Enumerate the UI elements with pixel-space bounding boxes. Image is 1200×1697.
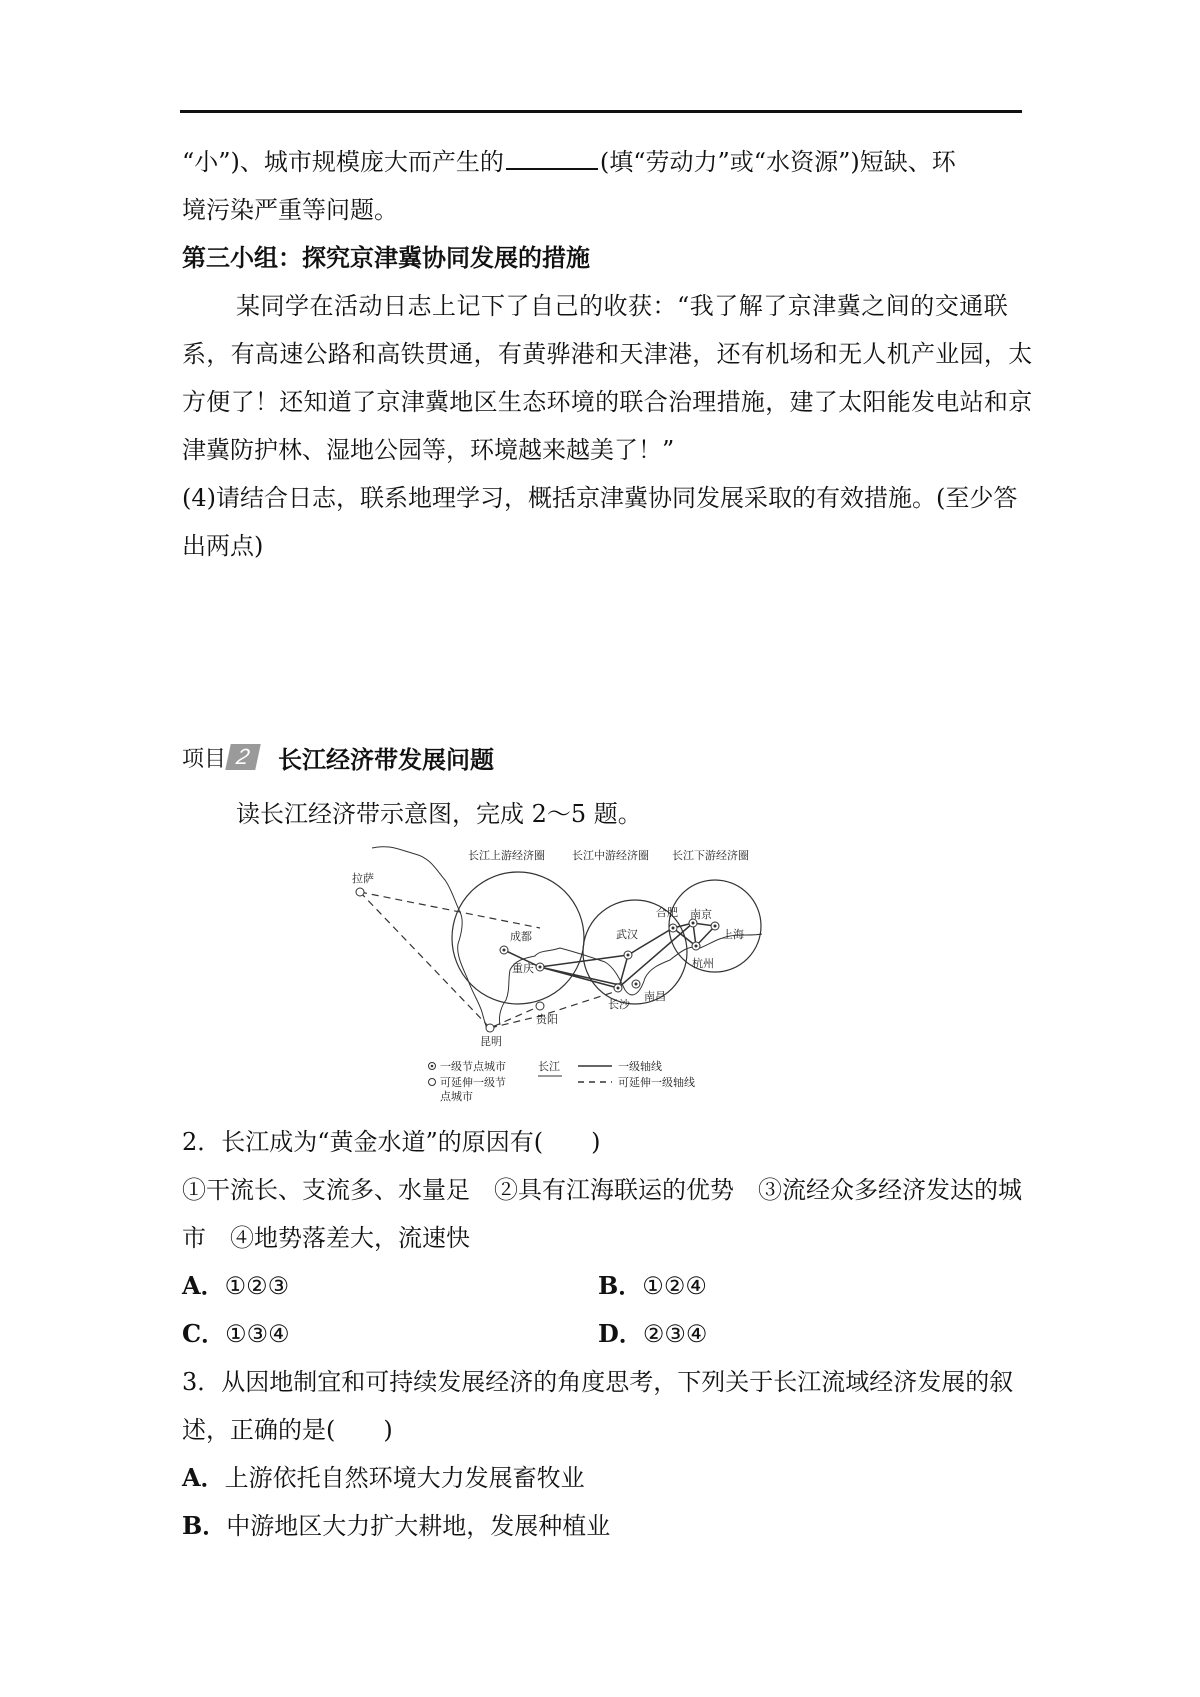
option-letter: D． xyxy=(598,1319,643,1348)
city-marker-lhasa xyxy=(356,888,364,896)
q2-stem: 2．长江成为“黄金水道”的原因有( ) xyxy=(182,1128,601,1156)
yangtze-economic-belt-map xyxy=(352,840,830,1103)
city-marker-kunming xyxy=(486,1024,494,1032)
answer-blank[interactable] xyxy=(506,146,598,170)
q2-items-line-2: 市 ④地势落差大，流速快 xyxy=(182,1224,470,1252)
intro-text: 读长江经济带示意图，完成 2～5 题。 xyxy=(236,800,642,828)
continued-line-2: 境污染严重等问题。 xyxy=(182,196,398,224)
city-hangzhou: 杭州 xyxy=(692,957,714,970)
q3-stem-line-1: 3．从因地制宜和可持续发展经济的角度思考，下列关于长江流域经济发展的叙 xyxy=(182,1368,1014,1396)
city-wuhan: 武汉 xyxy=(616,928,638,941)
log-line-1: 某同学在活动日志上记下了自己的收获：“我了解了京津冀之间的交通联 xyxy=(236,292,1009,320)
circle-title-upstream: 长江上游经济圈 xyxy=(468,849,545,862)
project-title: 长江经济带发展问题 xyxy=(278,744,495,774)
option-letter: B． xyxy=(182,1511,227,1540)
legend-river: 长江 xyxy=(538,1060,560,1073)
legend-node-city: 一级节点城市 xyxy=(440,1060,506,1073)
q3-option-a[interactable] xyxy=(182,1454,585,1502)
option-letter: B． xyxy=(598,1271,643,1300)
log-line-2: 系，有高速公路和高铁贯通，有黄骅港和天津港，还有机场和无人机产业园，太 xyxy=(182,340,1033,368)
line1b-text: (填“劳动力”或“水资源”)短缺、环 xyxy=(599,148,956,176)
log-line-4: 津冀防护林、湿地公园等，环境越来越美了！” xyxy=(182,436,675,464)
continued-line-1 xyxy=(182,138,1022,186)
q2-items-line-1: ①干流长、支流多、水量足 ②具有江海联运的优势 ③流经众多经济发达的城 xyxy=(182,1176,1022,1204)
city-guiyang: 贵阳 xyxy=(536,1013,558,1026)
city-marker-guiyang xyxy=(536,1002,544,1010)
extension-axes xyxy=(360,892,620,1028)
option-text: 中游地区大力扩大耕地，发展种植业 xyxy=(226,1512,611,1540)
circle-title-downstream: 长江下游经济圈 xyxy=(672,849,749,862)
option-text: ①②③ xyxy=(224,1272,290,1300)
legend-ext-node-city-2: 点城市 xyxy=(440,1090,473,1103)
option-text: 上游依托自然环境大力发展畜牧业 xyxy=(224,1464,585,1492)
circle-title-midstream: 长江中游经济圈 xyxy=(572,849,649,862)
option-text: ②③④ xyxy=(642,1320,708,1348)
q3-option-b[interactable] xyxy=(182,1502,610,1550)
city-nanjing: 南京 xyxy=(690,908,712,921)
option-letter: A． xyxy=(182,1271,225,1300)
project-label: 项目 xyxy=(182,746,227,772)
city-shanghai: 上海 xyxy=(722,928,744,941)
city-nanchang: 南昌 xyxy=(644,990,666,1003)
option-text: ①②④ xyxy=(642,1272,707,1300)
q3-stem-line-2: 述，正确的是( ) xyxy=(182,1416,393,1444)
option-letter: A． xyxy=(182,1463,225,1492)
option-letter: C． xyxy=(182,1319,226,1348)
q4-line-1: (4)请结合日志，联系地理学习，概括京津冀协同发展采取的有效措施。(至少答 xyxy=(182,484,1018,512)
city-chengdu: 成都 xyxy=(510,930,532,943)
header-rule xyxy=(180,110,1022,113)
legend-ext-axis: 可延伸一级轴线 xyxy=(618,1076,695,1089)
boundary-line xyxy=(372,847,488,1032)
project-number-badge: 2 xyxy=(225,744,261,770)
legend-axis: 一级轴线 xyxy=(618,1060,662,1073)
city-kunming: 昆明 xyxy=(480,1035,502,1048)
group3-heading: 第三小组：探究京津冀协同发展的措施 xyxy=(182,243,590,272)
city-changsha: 长沙 xyxy=(608,998,630,1011)
city-hefei: 合肥 xyxy=(656,906,678,919)
option-text: ①③④ xyxy=(225,1320,290,1348)
legend-ext-node-city-1: 可延伸一级节 xyxy=(440,1076,506,1089)
project-header xyxy=(182,735,494,779)
q2-option-b[interactable] xyxy=(598,1262,707,1310)
yangtze-river xyxy=(499,934,762,1025)
legend-ext-node-icon xyxy=(429,1079,436,1086)
log-line-3: 方便了！还知道了京津冀地区生态环境的联合治理措施，建了太阳能发电站和京 xyxy=(182,388,1033,416)
q4-line-2: 出两点) xyxy=(182,532,264,560)
q2-option-a[interactable] xyxy=(182,1262,289,1310)
q2-option-c[interactable] xyxy=(182,1310,290,1358)
q2-option-d[interactable] xyxy=(598,1310,707,1358)
city-lhasa: 拉萨 xyxy=(352,872,374,885)
line1-text: “小”)、城市规模庞大而产生的 xyxy=(182,148,504,176)
city-chongqing: 重庆 xyxy=(512,962,534,975)
